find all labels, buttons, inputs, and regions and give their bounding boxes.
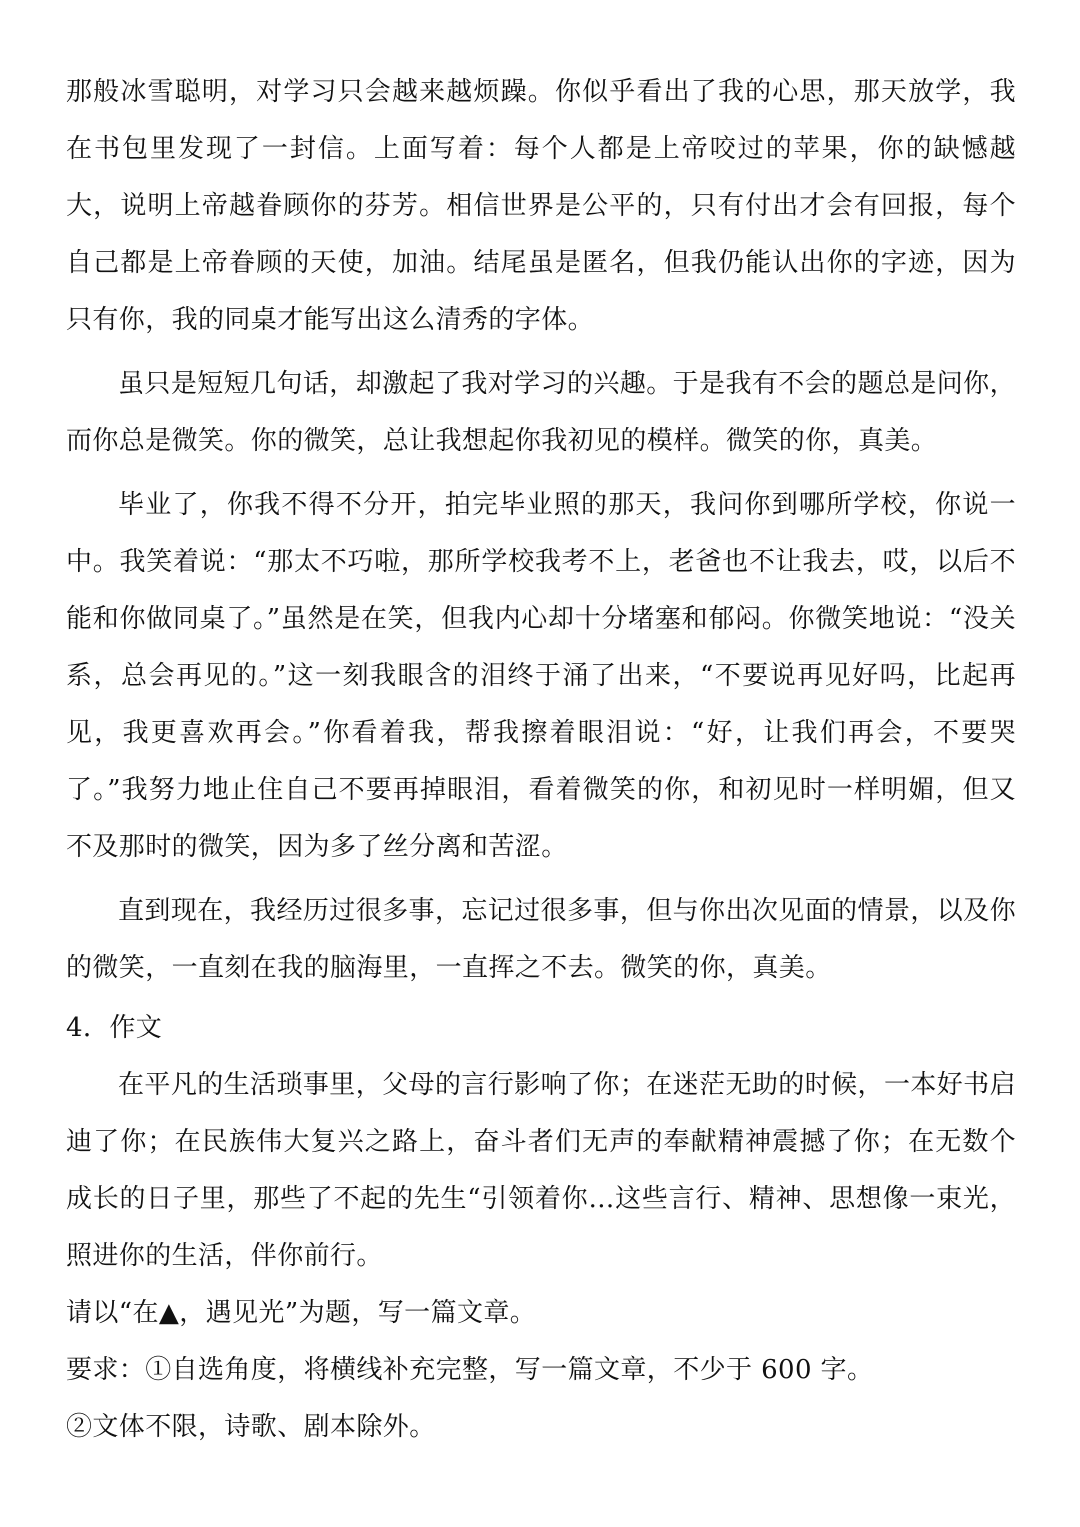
composition-title-instruction: 请以“在▲，遇见光”为题，写一篇文章。	[66, 1298, 537, 1328]
story-paragraph-3: 毕业了，你我不得不分开，拍完毕业照的那天，我问你到哪所学校，你说一中。我笑着说：“那太不巧啦，那所学校我考不上，老爸也不让我去，哎，以后不能和你做同桌了。”虽然是在笑，但我内心却十分堵塞和郁闷。你微笑地说：“没关系，总会再见的。”这一刻我眼含的泪终于涌了出来，“不要说再见好吗，比起再见，我更喜欢再会。”你看着我，帮我擦着眼泪说：“好，让我们再会，不要哭了。”我努力地止住自己不要再掉眼泪，看着微笑的你，和初见时一样明媚，但又不及那时的微笑，因为多了丝分离和苦涩。	[66, 490, 1016, 862]
document-page	[66, 64, 1016, 1456]
composition-prompt: 在平凡的生活琐事里，父母的言行影响了你；在迷茫无助的时候，一本好书启迪了你；在民族伟大复兴之路上，奋斗者们无声的奉献精神震撼了你；在无数个成长的日子里，那些了不起的先生“引领着你…这些言行、精神、思想像一束光，照进你的生活，伴你前行。	[66, 1070, 1016, 1271]
story-paragraph-1: 那般冰雪聪明，对学习只会越来越烦躁。你似乎看出了我的心思，那天放学，我在书包里发现了一封信。上面写着：每个人都是上帝咬过的苹果，你的缺憾越大，说明上帝越眷顾你的芬芳。相信世界是公平的，只有付出才会有回报，每个自己都是上帝眷顾的天使，加油。结尾虽是匿名，但我仍能认出你的字迹，因为只有你，我的同桌才能写出这么清秀的字体。	[66, 77, 1016, 335]
story-paragraph-2: 虽只是短短几句话，却激起了我对学习的兴趣。于是我有不会的题总是问你，而你总是微笑。你的微笑，总让我想起你我初见的模样。微笑的你，真美。	[66, 369, 1016, 456]
story-paragraph-4: 直到现在，我经历过很多事，忘记过很多事，但与你出次见面的情景，以及你的微笑，一直刻在我的脑海里，一直挥之不去。微笑的你，真美。	[66, 896, 1016, 983]
composition-requirement-2: ②文体不限，诗歌、剧本除外。	[66, 1412, 436, 1442]
composition-requirement-1: 要求：①自选角度，将横线补充完整，写一篇文章，不少于 600 字。	[66, 1355, 874, 1385]
section-heading-composition: 4．作文	[66, 1013, 163, 1043]
